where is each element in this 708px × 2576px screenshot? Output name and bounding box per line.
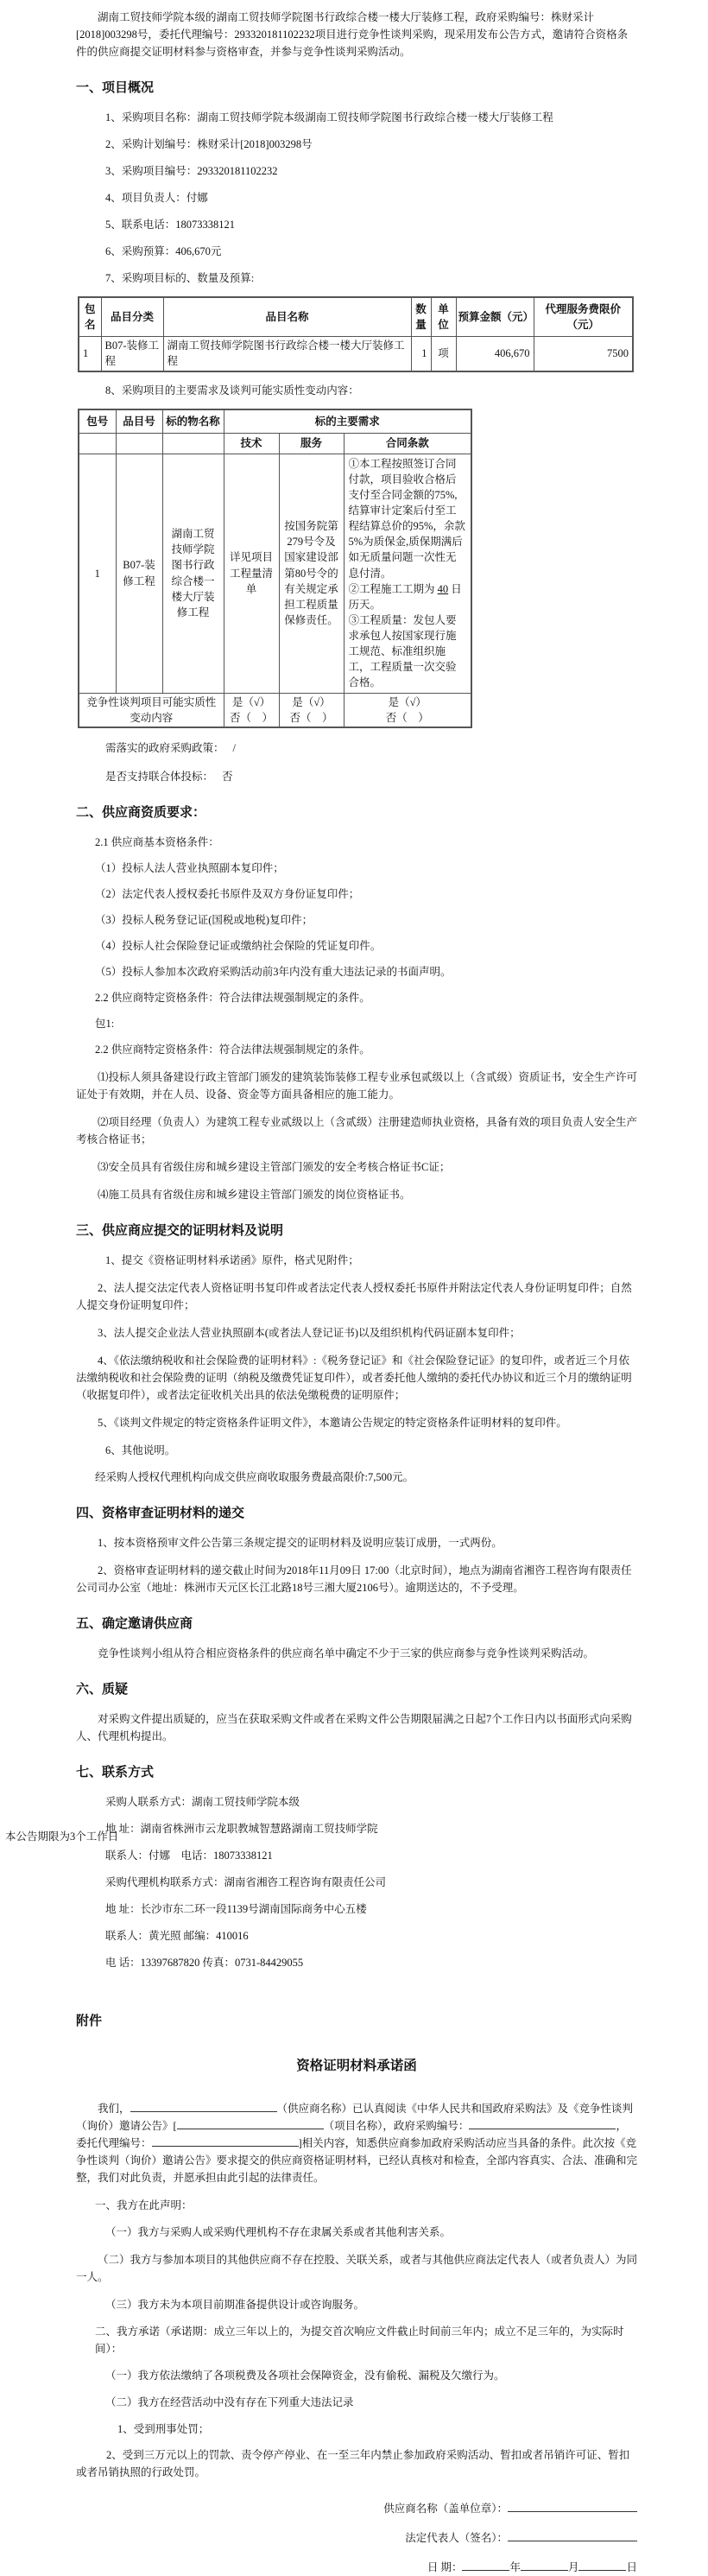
- material-item: 4、《依法缴纳税收和社会保险费的证明材料》:《税务登记证》和《社会保险登记证》的复印件，或者近三个月依法缴纳税收和社会保险费的证明（纳税及缴费凭证复印件），或者委托他人缴纳的委托代办协议和近三个月的缴纳证明（收据复印件），或者法定征收机关出具的依法免缴税费的证明原件；: [76, 1354, 632, 1401]
- requirements-header-row-1: [79, 409, 471, 434]
- qualification-line: 2.1 供应商基本资格条件：: [95, 835, 219, 848]
- qualification-line: （3）投标人税务登记证(国税或地税)复印件；: [95, 913, 313, 926]
- specific-requirement-4: ⑷施工员具有省级住房和城乡建设主管部门颁发的岗位资格证书。: [98, 1188, 411, 1201]
- commitment-item: （一）我方依法缴纳了各项税费及各项社会保障资金，没有偷税、漏税及欠缴行为。: [105, 2369, 505, 2382]
- requirements-header-row-2: [79, 433, 471, 454]
- yes-checked: 是（√）: [388, 695, 427, 708]
- purchaser-person-line: 联系人：付娜 电话：18073338121: [105, 1849, 273, 1862]
- col-category: 品目分类: [101, 297, 163, 337]
- section-1-title: 一、项目概况: [76, 80, 155, 95]
- service-fee-line: 经采购人授权代理机构向成交供应商收取服务费最高限价:7,500元。: [95, 1470, 414, 1483]
- material-item: 2、法人提交法定代表人资格证明书复印件或者法定代表人授权委托书原件并附法定代表人身份证明复印件；自然人提交身份证明复印件；: [76, 1281, 632, 1311]
- material-item: 5、《谈判文件规定的特定资格条件证明文件》，本邀请公告规定的特定资格条件证明材料的复印件。: [98, 1416, 567, 1429]
- challenge-paragraph: 对采购文件提出质疑的，应当在获取采购文件或者在采购文件公告期限届满之日起7个工作日内以书面形式向采购人、代理机构提出。: [76, 1712, 632, 1742]
- qualification-line: 2.2 供应商特定资格条件：符合法律法规强制规定的条件。: [95, 991, 370, 1004]
- qualification-line: （1）投标人法人营业执照副本复印件；: [95, 861, 284, 874]
- date-signature-line: [76, 2559, 637, 2576]
- contract-change-yesno: [344, 693, 471, 727]
- legal-rep-signature-label: 法定代表人（签名）：: [405, 2531, 508, 2544]
- project-number-line: 3、采购项目编号：293320181102232: [105, 165, 278, 177]
- section-7-title: 七、联系方式: [76, 1764, 155, 1780]
- commitment-heading: 二、我方承诺（承诺期：成立三年以上的，为提交首次响应文件截止时间前三年内；成立不足三年的，为实际时间）：: [95, 2325, 624, 2355]
- col-subject-name: 标的物名称: [162, 409, 224, 434]
- year-blank: [462, 2560, 509, 2571]
- qualification-line: （2）法定代表人授权委托书原件及双方身份证复印件；: [95, 887, 360, 900]
- qualification-line: （5）投标人参加本次政府采购活动前3年内没有重大违法记录的书面声明。: [95, 965, 452, 978]
- policy-line: [76, 739, 637, 757]
- tech-change-yesno: [224, 693, 279, 727]
- col-unit: 单位: [431, 297, 456, 337]
- col-item-no: 品目号: [116, 409, 162, 434]
- cell-subject-name: 湖南工贸技师学院图书行政综合楼一楼大厅装修工程: [162, 454, 224, 693]
- cell-contract-terms: [344, 454, 471, 693]
- joint-bid-label: 是否支持联合体投标：: [105, 770, 214, 783]
- col-package-no: 包号: [79, 409, 116, 434]
- col-contract-terms: 合同条款: [344, 433, 471, 454]
- cell-service: 按国务院第279号令及国家建设部第80号令的有关规定承担工程质量保修责任。: [279, 454, 344, 693]
- agency-person-line: 联系人：黄光照 邮编：410016: [105, 1929, 249, 1942]
- joint-bid-value: 否: [222, 770, 233, 783]
- commitment-text: ]相关内容，知悉供应商参加政府采购活动应当具备的条件。此次按《竞争性谈判（询价）邀请公告》要求提交的供应商资格证明材料，已经认真核对和检查，全部内容真实、合法、准确和完整，我们对此负责，并愿承担由此引起的法律责任。: [76, 2136, 638, 2184]
- budget-table: [78, 296, 634, 372]
- col-technical: 技术: [224, 433, 279, 454]
- service-change-yesno: [279, 693, 344, 727]
- agency-number-blank: [152, 2135, 299, 2147]
- package-1-line: 包1:: [95, 1017, 115, 1030]
- commitment-item: （二）我方在经营活动中没有存在下列重大违法记录: [105, 2395, 354, 2408]
- substantive-change-label: 竞争性谈判项目可能实质性变动内容: [79, 693, 224, 727]
- requirements-data-row: [79, 454, 471, 693]
- section-3-title: 三、供应商应提交的证明材料及说明: [76, 1222, 284, 1238]
- qualification-line: （4）投标人社会保险登记证或缴纳社会保险的凭证复印件。: [95, 939, 382, 952]
- annex-label: 附件: [76, 2013, 103, 2028]
- policy-value: /: [232, 741, 236, 754]
- cell-agency-fee: 7500: [534, 337, 633, 371]
- commitment-letter-paragraph: [76, 2100, 637, 2186]
- cell-quantity: 1: [411, 337, 431, 371]
- announcement-period-footer: 本公告期限为3个工作日: [5, 1830, 119, 1843]
- signature-block: [76, 2500, 637, 2576]
- supplier-name-blank: [130, 2101, 277, 2112]
- agency-phone-line: 电 话：13397687820 传真：0731-84429055: [105, 1956, 304, 1969]
- specific-requirement-3: ⑶安全员具有省级住房和城乡建设主管部门颁发的安全考核合格证书C证；: [98, 1160, 451, 1173]
- specific-requirement-2: ⑵项目经理（负责人）为建筑工程专业贰级以上（含贰级）注册建造师执业资格，具备有效的项目负责人安全生产考核合格证书；: [76, 1115, 638, 1145]
- no-unchecked: 否（ ）: [289, 711, 333, 724]
- empty-cell: [162, 433, 224, 454]
- month-label: 月: [567, 2560, 579, 2573]
- commitment-text: （供应商名称）已认真阅读《中华人民共和国政府采购法》及《竞争性谈判（询价）邀请公告》[: [76, 2102, 634, 2132]
- col-quantity: 数量: [411, 297, 431, 337]
- empty-cell: [116, 433, 162, 454]
- invite-suppliers-paragraph: 竞争性谈判小组从符合相应资格条件的供应商名单中确定不少于三家的供应商参与竞争性谈判采购活动。: [98, 1646, 595, 1659]
- qualification-line: 2.2 供应商特定资格条件：符合法律法规强制规定的条件。: [95, 1043, 370, 1056]
- col-agency-fee: 代理服务费限价（元）: [534, 297, 633, 337]
- targets-heading-line: 7、采购项目标的、数量及预算:: [105, 272, 255, 284]
- purchaser-address-line: 地 址：湖南省株洲市云龙职教城智慧路湖南工贸技师学院: [105, 1822, 378, 1835]
- day-label: 日: [626, 2560, 637, 2573]
- commitment-text: 我们，: [98, 2102, 130, 2115]
- col-main-requirements: 标的主要需求: [224, 409, 471, 434]
- contract-term-3: ③工程质量：发包人要求承包人按国家现行施工规范、标准组织施工，工程质量一次交验合格。: [348, 613, 457, 689]
- purchaser-contact-line: 采购人联系方式：湖南工贸技师学院本级: [105, 1795, 300, 1808]
- no-unchecked: 否（ ）: [229, 711, 273, 724]
- declaration-item: （三）我方未为本项目前期准备提供设计或咨询服务。: [105, 2298, 365, 2311]
- cell-category: B07-装修工程: [101, 337, 163, 371]
- supplier-signature-line: [76, 2500, 637, 2517]
- agency-contact-line: 采购代理机构联系方式：湖南省湘咨工程咨询有限责任公司: [105, 1875, 387, 1888]
- contract-term-2-prefix: ②工程施工工期为: [348, 582, 438, 595]
- supplier-signature-label: 供应商名称（盖单位章）：: [383, 2502, 508, 2515]
- empty-cell: [79, 433, 116, 454]
- contract-term-1: ①本工程按照签订合同付款，项目验收合格后支付至合同金额的75%,结算审计定案后付至工程结算总价的95%，余款5%为质保金,质保期满后如无质量问题一次性无息付清。: [348, 457, 465, 580]
- cell-unit: 项: [431, 337, 456, 371]
- violation-item: 1、受到刑事处罚；: [117, 2422, 210, 2435]
- col-budget-amount: 预算金额（元）: [456, 297, 534, 337]
- plan-number-line: 2、采购计划编号：株财采计[2018]003298号: [105, 138, 313, 150]
- budget-line: 6、采购预算：406,670元: [105, 245, 222, 257]
- cell-item-no: B07-装修工程: [116, 454, 162, 693]
- month-blank: [521, 2560, 568, 2571]
- agency-address-line: 地 址：长沙市东二环一段1139号湖南国际商务中心五楼: [105, 1902, 367, 1915]
- supplier-signature-blank: [508, 2501, 637, 2512]
- annex-title: 资格证明材料承诺函: [296, 2058, 417, 2073]
- policy-label: 需落实的政府采购政策：: [105, 741, 224, 754]
- cell-item-name: 湖南工贸技师学院图书行政综合楼一楼大厅装修工程: [163, 337, 411, 371]
- specific-requirement-1: ⑴投标人须具备建设行政主管部门颁发的建筑装饰装修工程专业承包贰级以上（含贰级）资质证书，安全生产许可证处于有效期，并在人员、设备、资金等方面具备相应的施工能力。: [76, 1070, 638, 1101]
- contact-phone-line: 5、联系电话：18073338121: [105, 219, 236, 231]
- contract-term-2: [349, 581, 467, 612]
- submission-deadline-item: 2、资格审查证明材料的递交截止时间为2018年11月09日 17:00（北京时间），地点为湖南省湘咨工程咨询有限责任公司司办公室（地址：株洲市天元区长江北路18号三湘大厦2106号）。逾期送达的，不予受理。: [76, 1564, 632, 1594]
- project-name-blank: [177, 2118, 324, 2129]
- contract-term-2-suffix: 日历天。: [348, 582, 462, 611]
- material-item: 6、其他说明。: [105, 1443, 176, 1456]
- col-package: 包名: [79, 297, 101, 337]
- declaration-item: （一）我方与采购人或采购代理机构不存在隶属关系或者其他利害关系。: [105, 2225, 452, 2238]
- commitment-text: ，委托代理编号：: [76, 2119, 627, 2149]
- year-label: 年: [509, 2560, 521, 2573]
- project-name-line: 1、采购项目名称：湖南工贸技师学院本级湖南工贸技师学院图书行政综合楼一楼大厅装修工程: [105, 111, 553, 124]
- cell-package-no: 1: [79, 454, 116, 693]
- budget-table-header-row: [79, 297, 633, 337]
- yes-checked: 是（√）: [292, 695, 331, 708]
- submission-item: 1、按本资格预审文件公告第三条规定提交的证明材料及说明应装订成册，一式两份。: [98, 1536, 503, 1549]
- yes-checked: 是（√）: [231, 695, 271, 708]
- declaration-item: （二）我方与参加本项目的其他供应商不存在控股、关联关系，或者与其他供应商法定代表人（或者负责人）为同一人。: [76, 2253, 638, 2283]
- substantive-change-row: [79, 693, 471, 727]
- joint-bid-line: [76, 768, 637, 785]
- col-item-name: 品目名称: [163, 297, 411, 337]
- section-4-title: 四、资格审查证明材料的递交: [76, 1505, 245, 1520]
- day-blank: [578, 2560, 626, 2571]
- procurement-number-blank: [469, 2118, 616, 2129]
- no-unchecked: 否（ ）: [385, 711, 429, 724]
- legal-rep-signature-line: [76, 2529, 637, 2547]
- requirements-heading-line: 8、采购项目的主要需求及谈判可能实质性变动内容：: [105, 384, 359, 397]
- violation-item: 2、受到三万元以上的罚款、责令停产停业、在一至三年内禁止参加政府采购活动、暂扣或者吊销许可证、暂扣或者吊销执照的行政处罚。: [76, 2448, 630, 2478]
- date-label: 日 期：: [427, 2560, 463, 2573]
- section-2-title: 二、供应商资质要求：: [76, 804, 206, 820]
- intro-paragraph: 湖南工贸技师学院本级的湖南工贸技师学院图书行政综合楼一楼大厅装修工程，政府采购编号：株财采计[2018]003298号，委托代理编号：293320181102232项目进行竞争性谈判采购，现采用发布公告方式，邀请符合资格条件的供应商提交证明材料参与资格审查，并参与竞争性谈判采购活动。: [76, 11, 629, 58]
- project-leader-line: 4、项目负责人：付娜: [105, 192, 208, 204]
- budget-table-row: [79, 337, 633, 371]
- col-service: 服务: [279, 433, 344, 454]
- commitment-text: （项目名称），政府采购编号：: [323, 2119, 470, 2132]
- declaration-heading: 一、我方在此声明：: [95, 2198, 193, 2211]
- material-item: 3、法人提交企业法人营业执照副本(或者法人登记证书)以及组织机构代码证副本复印件；: [98, 1326, 521, 1339]
- legal-rep-signature-blank: [508, 2530, 637, 2541]
- requirements-table: [78, 409, 472, 728]
- material-item: 1、提交《资格证明材料承诺函》原件，格式见附件；: [105, 1253, 359, 1266]
- contract-term-2-duration: 40: [437, 582, 449, 595]
- cell-package: 1: [79, 337, 101, 371]
- section-6-title: 六、质疑: [76, 1681, 129, 1697]
- section-5-title: 五、确定邀请供应商: [76, 1615, 193, 1631]
- cell-technical: 详见项目工程量清单: [224, 454, 279, 693]
- cell-budget-amount: 406,670: [456, 337, 534, 371]
